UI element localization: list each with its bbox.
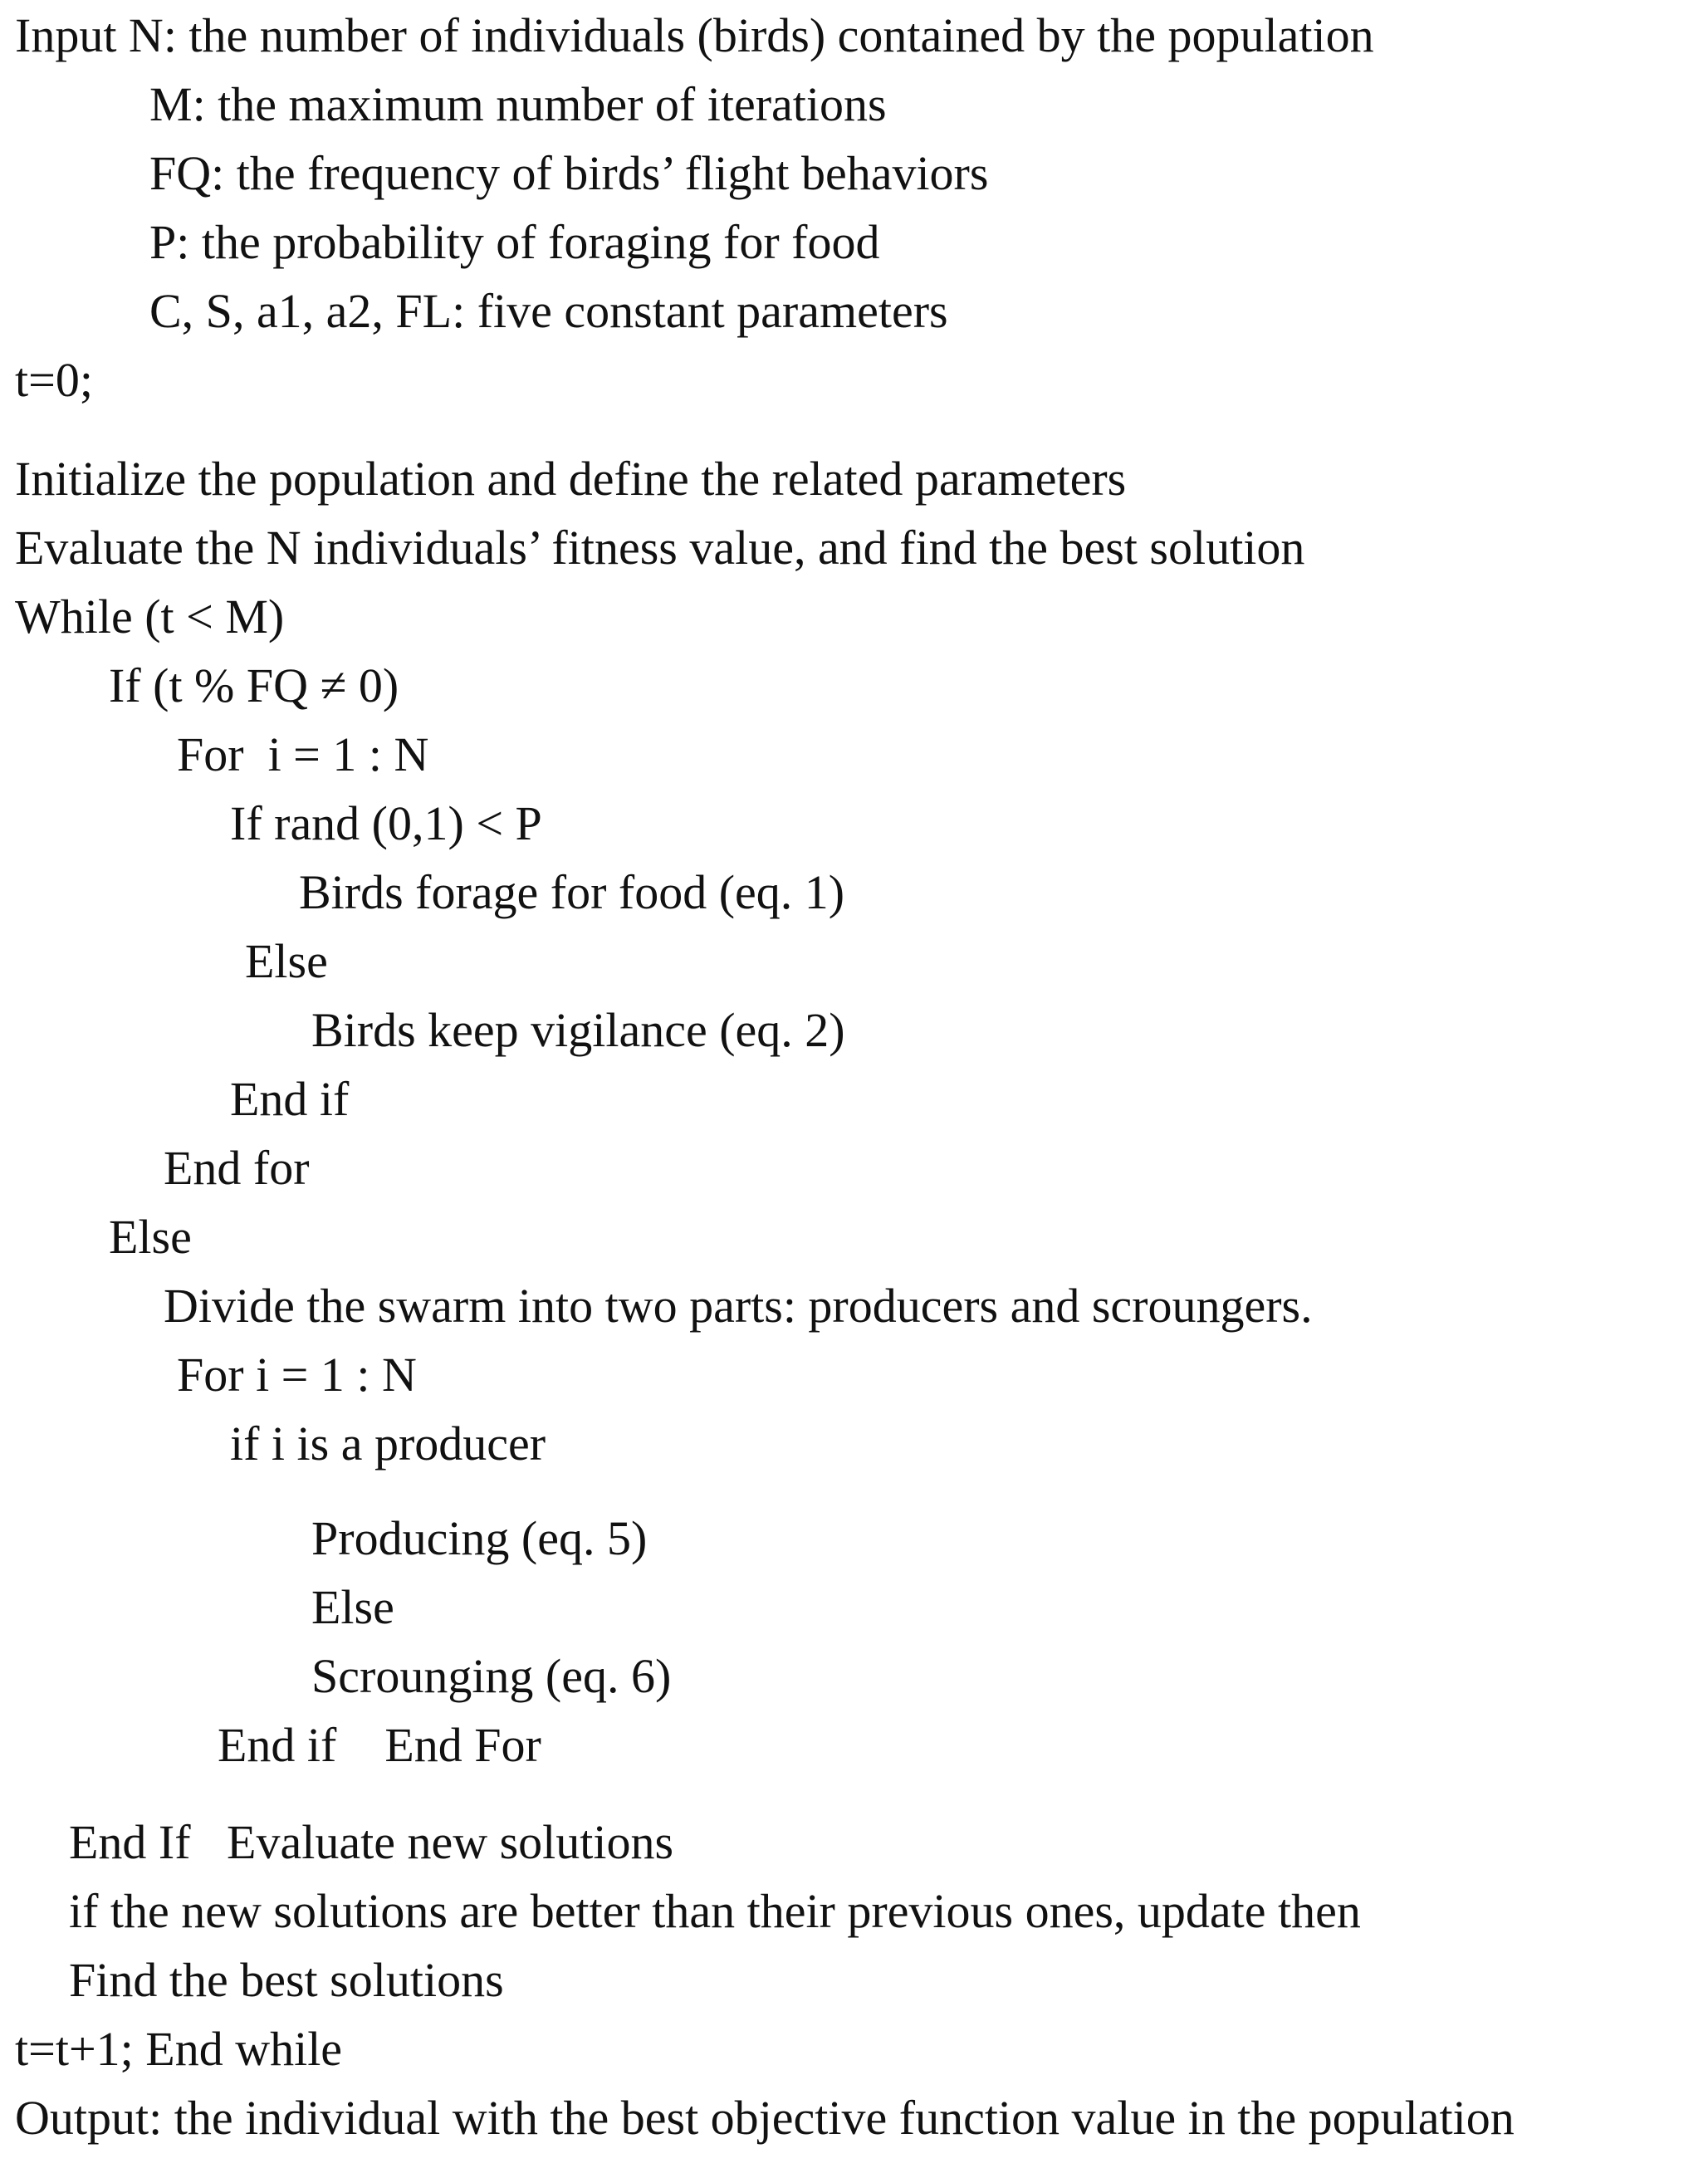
if-producer-line: if i is a producer <box>230 1417 546 1471</box>
end-if-inner-line: End if <box>230 1072 350 1126</box>
input-constants-line: C, S, a1, a2, FL: five constant parameters <box>149 284 948 338</box>
find-best-line: Find the best solutions <box>69 1953 504 2007</box>
vigilance-line: Birds keep vigilance (eq. 2) <box>311 1003 845 1057</box>
input-m-line: M: the maximum number of iterations <box>149 77 887 131</box>
input-p-line: P: the probability of foraging for food <box>149 215 880 269</box>
end-if-evaluate-line: End If Evaluate new solutions <box>69 1815 674 1869</box>
initialize-line: Initialize the population and define the related parameters <box>15 452 1127 506</box>
end-while-line: t=t+1; End while <box>15 2022 343 2076</box>
else-outer-line: Else <box>109 1210 192 1264</box>
else-producer-line: Else <box>311 1580 394 1634</box>
if-fq-line: If (t % FQ ≠ 0) <box>109 658 399 712</box>
forage-line: Birds forage for food (eq. 1) <box>299 865 845 919</box>
init-t-line: t=0; <box>15 353 93 407</box>
input-n-line: Input N: the number of individuals (birds) contained by the population <box>15 8 1374 62</box>
for-1-line: For i = 1 : N <box>177 727 429 781</box>
evaluate-initial-line: Evaluate the N individuals’ fitness value, and find the best solution <box>15 521 1305 575</box>
divide-line: Divide the swarm into two parts: producers and scroungers. <box>164 1279 1313 1333</box>
producing-line: Producing (eq. 5) <box>311 1511 648 1565</box>
for-2-line: For i = 1 : N <box>177 1348 417 1402</box>
scrounging-line: Scrounging (eq. 6) <box>311 1649 672 1703</box>
input-fq-line: FQ: the frequency of birds’ flight behaviors <box>149 146 989 200</box>
update-line: if the new solutions are better than their previous ones, update then <box>69 1884 1361 1938</box>
while-start-line: While (t < M) <box>15 590 285 644</box>
else-inner-line: Else <box>245 934 328 988</box>
if-rand-line: If rand (0,1) < P <box>230 796 542 850</box>
end-for-1-line: End for <box>164 1141 310 1195</box>
end-if-for-line: End if End For <box>218 1718 541 1772</box>
output-line: Output: the individual with the best objective function value in the population <box>15 2091 1515 2145</box>
